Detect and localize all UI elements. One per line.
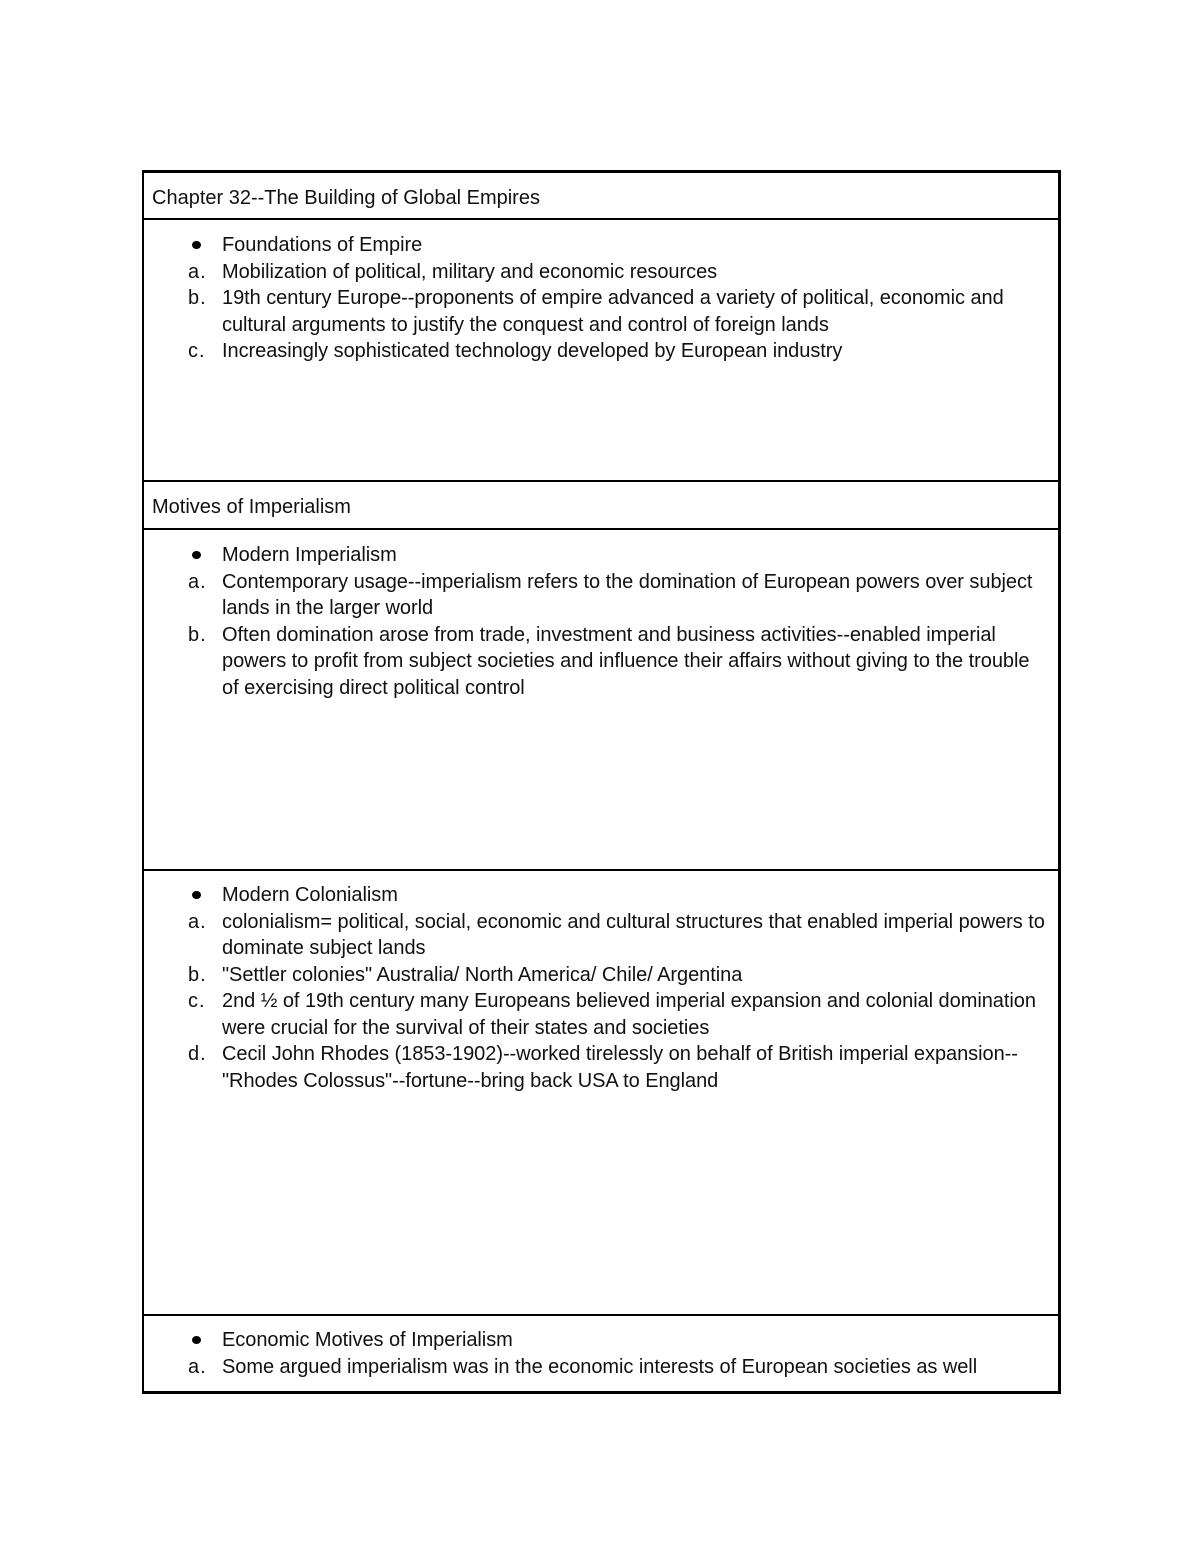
notes-cell-foundations <box>144 220 1058 482</box>
bullet-item <box>152 232 1048 259</box>
section-header-motives <box>144 482 1058 530</box>
notes-cell-modern-colonialism <box>144 871 1058 1316</box>
list-marker: a. <box>188 910 207 933</box>
section-header-text: Chapter 32--The Building of Global Empires <box>152 187 540 209</box>
bullet-item <box>152 882 1048 909</box>
section-header-chapter <box>144 173 1058 220</box>
list-item <box>152 338 1048 365</box>
list-marker: c. <box>188 340 206 362</box>
list-marker: d. <box>188 1043 207 1065</box>
list-item <box>152 285 1048 338</box>
list-item-text: Cecil John Rhodes (1853-1902)--worked tirelessly on behalf of British imperial expansion--"Rhodes Colossus"--fortune--bring back USA to England <box>222 1043 1018 1092</box>
list-marker: c. <box>188 990 206 1012</box>
notes-table <box>142 170 1061 1394</box>
list-marker: a. <box>188 1355 207 1378</box>
list-item <box>152 1041 1048 1094</box>
list-item-text: colonialism= political, social, economic and cultural structures that enabled imperial powers to dominate subject lands <box>222 910 1045 959</box>
notes-cell-economic-motives <box>144 1316 1058 1391</box>
list-marker: b. <box>188 623 207 646</box>
list-marker: a. <box>188 570 207 593</box>
bullet-topic: Modern Imperialism <box>222 544 397 566</box>
list-item-text: Contemporary usage--imperialism refers to the domination of European powers over subject lands in the larger world <box>222 570 1033 619</box>
bullet-topic: Economic Motives of Imperialism <box>222 1329 513 1351</box>
bullet-topic: Modern Colonialism <box>222 884 398 906</box>
list-item <box>152 909 1048 962</box>
section-header-text: Motives of Imperialism <box>152 496 351 518</box>
list-marker: b. <box>188 287 207 309</box>
list-item <box>152 569 1048 622</box>
list-item-text: Mobilization of political, military and economic resources <box>222 260 718 283</box>
list-item-text: Some argued imperialism was in the economic interests of European societies as well <box>222 1355 978 1378</box>
list-item <box>152 962 1048 989</box>
bullet-item <box>152 542 1048 569</box>
list-item <box>152 622 1048 702</box>
list-marker: a. <box>188 260 207 283</box>
list-item <box>152 259 1048 286</box>
list-item-text: 19th century Europe--proponents of empire advanced a variety of political, economic and cultural arguments to justify the conquest and control of foreign lands <box>222 287 1004 336</box>
notes-cell-modern-imperialism <box>144 530 1058 871</box>
list-item-text: "Settler colonies" Australia/ North America/ Chile/ Argentina <box>222 963 743 986</box>
bullet-item <box>152 1327 1048 1354</box>
list-item <box>152 1354 1048 1381</box>
list-marker: b. <box>188 963 207 986</box>
list-item <box>152 988 1048 1041</box>
list-item-text: 2nd ½ of 19th century many Europeans believed imperial expansion and colonial domination were crucial for the survival of their states and societies <box>222 990 1036 1039</box>
list-item-text: Often domination arose from trade, investment and business activities--enabled imperial powers to profit from subject societies and influence their affairs without giving to the trouble of exercising direct political control <box>222 623 1030 699</box>
list-item-text: Increasingly sophisticated technology developed by European industry <box>222 340 843 362</box>
bullet-topic: Foundations of Empire <box>222 234 423 256</box>
